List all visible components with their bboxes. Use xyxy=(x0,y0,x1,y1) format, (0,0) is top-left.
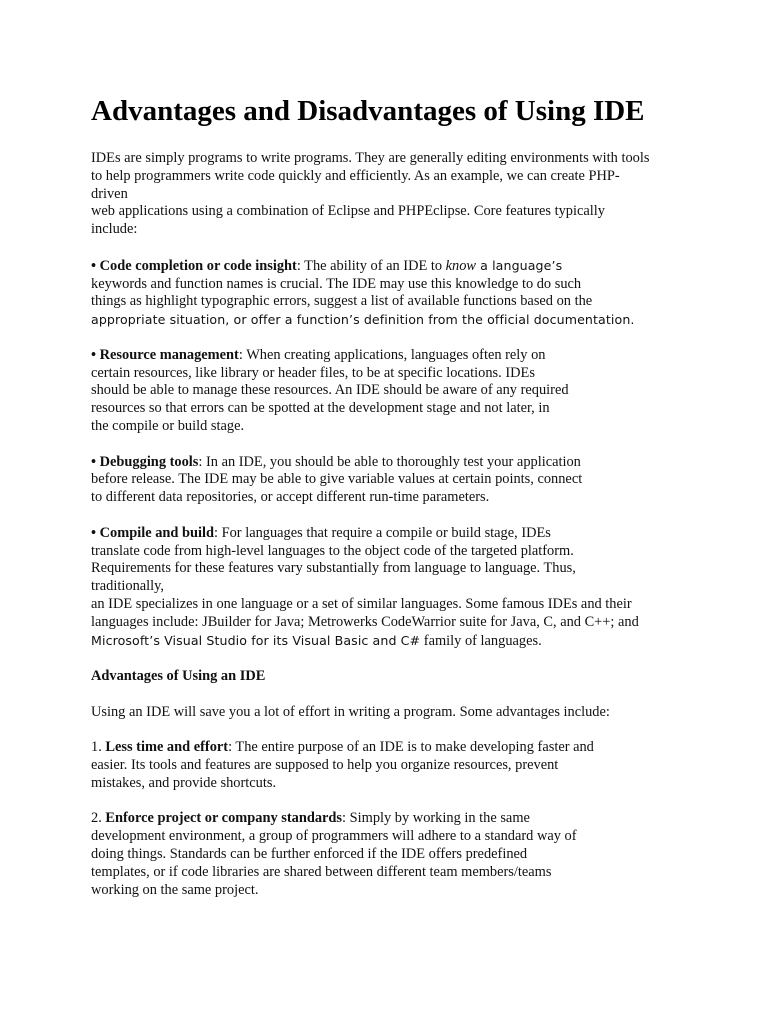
feature-text: should be able to manage these resources. An IDE should be aware of any required xyxy=(91,382,569,399)
intro-line: web applications using a combination of Eclipse and PHPEclipse. Core features typically xyxy=(91,203,605,220)
intro-paragraph xyxy=(91,150,691,239)
feature-resource-management xyxy=(91,347,691,436)
intro-line: include: xyxy=(91,221,138,238)
feature-term: • Resource management xyxy=(91,346,239,363)
advantage-text: templates, or if code libraries are shared between different team members/teams xyxy=(91,863,552,880)
item-number: 2. xyxy=(91,810,106,827)
advantage-text: development environment, a group of programmers will adhere to a standard way of xyxy=(91,828,577,845)
feature-text: an IDE specializes in one language or a set of similar languages. Some famous IDEs and their xyxy=(91,595,632,612)
feature-debugging-tools xyxy=(91,454,691,507)
section-heading-advantages: Advantages of Using an IDE xyxy=(91,668,266,685)
feature-text: : In an IDE, you should be able to thoroughly test your application xyxy=(198,453,581,470)
feature-text: traditionally, xyxy=(91,578,164,595)
advantage-term: Enforce project or company standards xyxy=(105,810,343,827)
advantage-text: : The entire purpose of an IDE is to make developing faster and xyxy=(228,739,594,756)
feature-term: • Code completion or code insight xyxy=(91,257,297,274)
feature-term: • Compile and build xyxy=(91,524,215,541)
feature-term: • Debugging tools xyxy=(91,453,199,470)
page-title: Advantages and Disadvantages of Using IDE xyxy=(91,95,645,127)
feature-text: certain resources, like library or header files, to be at specific locations. IDEs xyxy=(91,364,535,381)
advantage-item-2 xyxy=(91,810,691,899)
advantage-text: : Simply by working in the same xyxy=(342,810,530,827)
feature-text: things as highlight typographic errors, suggest a list of available functions based on the xyxy=(91,293,593,310)
advantage-text: working on the same project. xyxy=(91,881,259,898)
emphasis-text: know xyxy=(445,257,477,274)
feature-text: family of languages. xyxy=(420,632,542,649)
feature-text: a language’s xyxy=(476,257,563,273)
feature-text: translate code from high-level languages to the object code of the targeted platform. xyxy=(91,542,574,559)
feature-text: : When creating applications, languages often rely on xyxy=(238,346,546,363)
feature-text: to different data repositories, or accept different run-time parameters. xyxy=(91,489,490,506)
advantage-text: doing things. Standards can be further enforced if the IDE offers predefined xyxy=(91,846,528,863)
feature-text: keywords and function names is crucial. The IDE may use this knowledge to do such xyxy=(91,275,582,292)
advantage-text: mistakes, and provide shortcuts. xyxy=(91,774,277,791)
feature-text: : For languages that require a compile or build stage, IDEs xyxy=(214,524,551,541)
advantages-intro: Using an IDE will save you a lot of effort in writing a program. Some advantages include: xyxy=(91,703,610,720)
feature-text: languages include: JBuilder for Java; Metrowerks CodeWarrior suite for Java, C, and C++; and xyxy=(91,613,639,630)
intro-line: to help programmers write code quickly and efficiently. As an example, we can create PHP- xyxy=(91,167,620,184)
feature-text: resources so that errors can be spotted at the development stage and not later, in xyxy=(91,400,550,417)
feature-text: appropriate situation, or offer a function’s definition from the official documentation. xyxy=(91,312,635,328)
intro-line: IDEs are simply programs to write programs. They are generally editing environments with tools xyxy=(91,150,650,166)
feature-compile-build xyxy=(91,525,691,651)
feature-text: : The ability of an IDE to xyxy=(296,257,446,274)
intro-line: driven xyxy=(91,185,128,202)
feature-text: the compile or build stage. xyxy=(91,417,245,434)
advantage-item-1 xyxy=(91,739,691,792)
advantage-text: easier. Its tools and features are supposed to help you organize resources, prevent xyxy=(91,757,559,774)
feature-code-completion xyxy=(91,257,691,329)
feature-text: before release. The IDE may be able to give variable values at certain points, connect xyxy=(91,471,583,488)
document-page xyxy=(91,92,691,917)
feature-text: Microsoft’s Visual Studio for its Visual Basic and C# xyxy=(91,632,421,648)
item-number: 1. xyxy=(91,739,106,756)
advantage-term: Less time and effort xyxy=(105,739,229,756)
feature-text: Requirements for these features vary substantially from language to language. Thus, xyxy=(91,560,576,577)
